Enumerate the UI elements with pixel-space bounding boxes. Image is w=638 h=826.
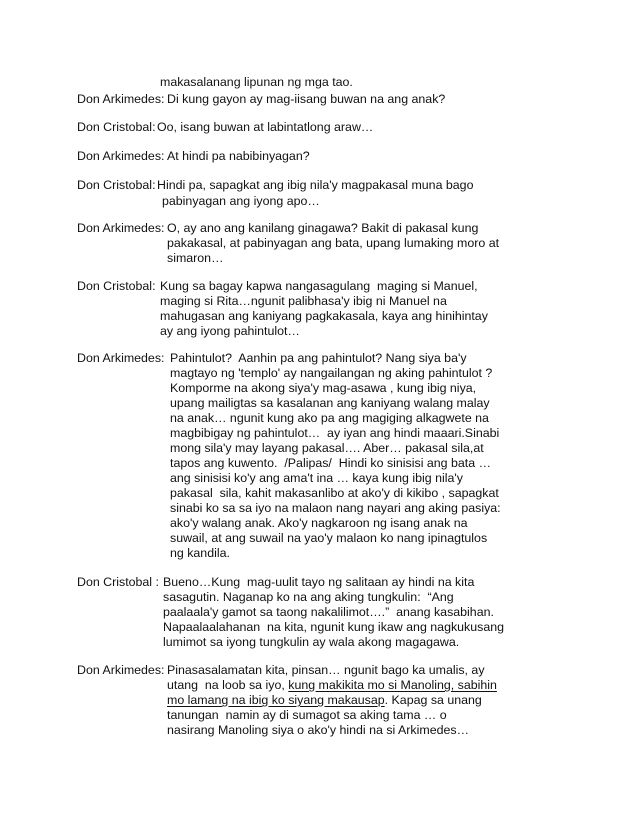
dialogue-line: Di kung gayon ay mag-iisang buwan na ang anak? (167, 92, 446, 106)
dialogue-line: ay ang iyong pahintulot… (160, 324, 300, 338)
dialogue-line: Hindi pa, sapagkat ang ibig nila'y magpakasal muna bago (157, 178, 474, 192)
speaker-label: Don Cristobal: (77, 178, 156, 192)
dialogue-line: makasalanang lipunan ng mga tao. (160, 75, 353, 89)
dialogue-line: Oo, isang buwan at labintatlong araw… (157, 120, 374, 134)
speaker-label: Don Arkimedes: (77, 221, 165, 235)
dialogue-line: tanungan namin ay di sumagot sa aking tama … o (167, 708, 447, 722)
speaker-label: Don Arkimedes: (77, 663, 165, 677)
dialogue-line: paalaala'y gamot sa taong nakalilimot….” anang kasabihan. (163, 605, 494, 619)
dialogue-line: pakakasal, at pabinyagan ang bata, upang lumaking moro at (167, 236, 500, 250)
dialogue-line: ang sinisisi ko'y ang ama't ina … kaya kung ibig nila'y (170, 471, 463, 485)
dialogue-text: utang na loob sa iyo, (167, 678, 289, 692)
dialogue-line: nasirang Manoling siya o ako'y hindi na si Arkimedes… (167, 723, 469, 737)
underlined-text: kung makikita mo si Manoling, sabihin (288, 678, 497, 692)
dialogue-line: magbibigay ng pahintulot… ay iyan ang hindi maaari.Sinabi (170, 426, 500, 440)
speaker-label: Don Cristobal: (77, 120, 156, 134)
dialogue-line (167, 678, 497, 693)
dialogue-line: suwail, at ang suwail na yao'y malaon ko nang ipinagtulos (170, 531, 488, 545)
dialogue-line: Komporme na akong siya'y mag-asawa , kung ibig niya, (170, 381, 477, 395)
dialogue-line: Bueno…Kung mag-uulit tayo ng salitaan ay hindi na kita (163, 575, 475, 589)
dialogue-line: Pahintulot? Aanhin pa ang pahintulot? Nang siya ba'y (170, 351, 467, 365)
speaker-label: Don Arkimedes: (77, 92, 165, 106)
speaker-label: Don Arkimedes: (77, 351, 165, 365)
dialogue-line: mahugasan ang kaniyang pagkakasala, kaya ang hinihintay (160, 309, 488, 323)
dialogue-line: ng kandila. (170, 546, 230, 560)
dialogue-line (167, 693, 482, 708)
dialogue-line: Kung sa bagay kapwa nangasagulang maging si Manuel, (160, 279, 478, 293)
dialogue-text: . Kapag sa unang (384, 693, 482, 707)
dialogue-line: tapos ang kuwento. /Palipas/ Hindi ko sinisisi ang bata … (170, 456, 491, 470)
dialogue-line: sinabi ko sa sa iyo na malaon nang nayari ang aking pasiya: (170, 501, 501, 515)
dialogue-line: O, ay ano ang kanilang ginagawa? Bakit di pakasal kung (167, 221, 479, 235)
dialogue-line: ako'y walang anak. Ako'y nagkaroon ng isang anak na (170, 516, 468, 530)
dialogue-line: At hindi pa nabibinyagan? (167, 149, 310, 163)
dialogue-line: na anak… ngunit kung ako pa ang magiging alkagwete na (170, 411, 489, 425)
dialogue-line: pakasal sila, kahit makasanlibo at ako'y di kikibo , sapagkat (170, 486, 499, 500)
dialogue-line: pabinyagan ang iyong apo… (162, 194, 320, 208)
dialogue-line: simaron… (167, 251, 224, 265)
speaker-label: Don Cristobal : (77, 575, 159, 589)
dialogue-line: sasagutin. Naganap ko na ang aking tungkulin: “Ang (163, 590, 454, 604)
dialogue-line: maging si Rita…ngunit palibhasa'y ibig ni Manuel na (160, 294, 447, 308)
dialogue-line: Napaalaalahanan na kita, ngunit kung ikaw ang nagkukusang (163, 620, 504, 634)
underlined-text: mo lamang na ibig ko siyang makausap (167, 693, 385, 707)
dialogue-line: mong sila'y may layang pakasal…. Aber… pakasal sila,at (170, 441, 484, 455)
speaker-label: Don Arkimedes: (77, 149, 165, 163)
speaker-label: Don Cristobal: (77, 279, 156, 293)
dialogue-line: lumimot sa iyong tungkulin ay wala akong magagawa. (163, 635, 460, 649)
dialogue-line: upang mailigtas sa kasalanan ang kaniyang walang malay (170, 396, 490, 410)
dialogue-line: magtayo ng 'templo' ay nangailangan ng aking pahintulot ? (170, 366, 493, 380)
dialogue-line: Pinasasalamatan kita, pinsan… ngunit bago ka umalis, ay (167, 663, 485, 677)
